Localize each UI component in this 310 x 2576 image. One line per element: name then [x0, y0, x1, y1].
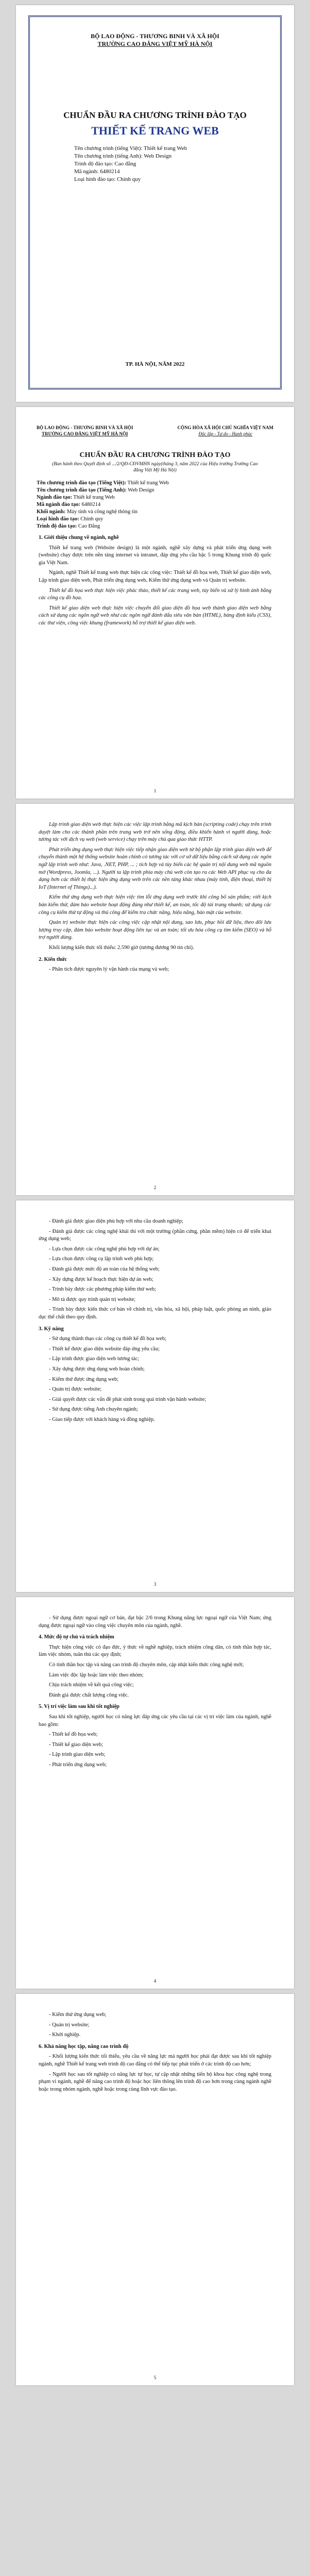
program-info-label: Tên chương trình đào tạo (Tiếng Anh):	[37, 487, 127, 493]
page-content	[16, 1597, 294, 1769]
program-info-label: Mã ngành đào tạo:	[37, 502, 80, 507]
paragraph: - Kiểm thử ứng dụng web;	[49, 2012, 107, 2018]
section-heading: 2. Kiến thức	[39, 956, 67, 962]
paragraph: - Lựa chọn được các công nghệ phù hợp với dự án;	[49, 1246, 160, 1252]
program-info-value: Web Design	[126, 487, 154, 493]
document-page	[16, 1597, 294, 1989]
paragraph: - Phát triển ứng dụng web;	[49, 1761, 107, 1768]
paragraph: - Thiết kế đồ họa web;	[49, 1732, 98, 1738]
section-heading: 5. Vị trí việc làm sau khi tốt nghiệp	[39, 1704, 120, 1710]
cover-title: CHUẨN ĐẦU RA CHƯƠNG TRÌNH ĐÀO TẠO	[63, 110, 247, 120]
paragraph: - Xây dựng được ứng dụng web hoàn chỉnh;	[49, 1366, 145, 1372]
paragraph: Thiết kế đồ họa web thực hiện việc phác thảo, thiết kế các trang web, tùy biến và xử lý hình ảnh bằng các công cụ đồ họa.	[39, 587, 271, 601]
paragraph: Có tinh thần học tập và nâng cao trình độ chuyên môn, cập nhật kiến thức công nghệ mới;	[49, 1662, 244, 1668]
document-page	[16, 804, 294, 1195]
paragraph: - Lập trình giao diện web;	[49, 1752, 106, 1758]
document-subtitle: (Ban hành theo Quyết định số .../2/QĐ-CĐVMHN ngày(tháng 3, năm 2022 của Hiệu trưởng Trường Cao đẳng Việt Mỹ Hà Nội)	[52, 462, 258, 473]
paragraph: - Khởi nghiệp.	[49, 2032, 81, 2038]
program-info-label: Ngành đào tạo:	[37, 495, 72, 500]
page-content	[16, 804, 294, 974]
cover-page	[16, 5, 294, 402]
paragraph: - Quản trị website;	[49, 2022, 90, 2028]
cover-line: Mã ngành: 6480214	[74, 168, 120, 175]
header-right	[178, 425, 273, 437]
paragraph: Chịu trách nhiệm về kết quả công việc;	[49, 1682, 134, 1688]
program-info-line	[37, 523, 273, 530]
cover-info	[74, 145, 280, 183]
paragraph: Lập trình giao diện web thực hiện các việc lập trình bằng mã kịch bản (scripting code) chạy trên trình duyệt làm cho các thành phần trên trang web trở nên sống động, điều khiển hành vi người dùng, hoặc tương tác với dịch vụ web (web service) chạy trên máy chủ qua giao thức HTTP.	[39, 822, 271, 843]
header-country: CỘNG HÒA XÃ HỘI CHỦ NGHĨA VIỆT NAM	[177, 425, 273, 430]
page-number: 5	[153, 2375, 157, 2380]
paragraph: - Sử dụng được tiếng Anh chuyên ngành;	[49, 1406, 138, 1413]
section-heading: 3. Kỹ năng	[39, 1326, 64, 1332]
program-info-line	[37, 516, 273, 523]
section-heading: 4. Mức độ tự chủ và trách nhiệm	[39, 1634, 114, 1640]
paragraph: - Quản trị được website;	[49, 1386, 102, 1393]
cover-line: Tên chương trình (tiếng Anh): Web Design	[74, 153, 172, 159]
program-info-value: Cao Đẳng	[77, 523, 100, 529]
page-number: 1	[153, 788, 157, 793]
page-content	[16, 534, 294, 628]
document-page	[16, 1200, 294, 1592]
header-ministry: BỘ LAO ĐỘNG - THƯƠNG BINH VÀ XÃ HỘI	[37, 425, 133, 430]
section-heading: 6. Khả năng học tập, nâng cao trình độ	[39, 2043, 129, 2049]
school-name: TRƯỜNG CAO ĐẲNG VIỆT MỸ HÀ NỘI	[97, 40, 213, 47]
cover-subtitle: THIẾT KẾ TRANG WEB	[91, 124, 219, 137]
paragraph: Khối lượng kiến thức tối thiểu: 2.590 giờ (tương đương 90 tín chỉ).	[49, 944, 194, 951]
page-content	[16, 1994, 294, 2093]
paragraph: Thiết kế giao diện web thực hiện việc chuyển đổi giao diện đồ họa web thành giao diện web bằng cách sử dụng các ngôn ngữ web như các ngôn ngữ đánh dấu siêu văn bản (HTML), bảng định kiểu (CSS), các thư viện, công việc khung (framework) hỗ trợ thiết kế giao diện web.	[39, 605, 271, 626]
header-school: TRƯỜNG CAO ĐẲNG VIỆT MỸ HÀ NỘI	[42, 431, 128, 436]
ministry-name: BỘ LAO ĐỘNG - THƯƠNG BINH VÀ XÃ HỘI	[91, 32, 219, 40]
paragraph: - Trình bày được kiến thức cơ bản về chính trị, văn hóa, xã hội, pháp luật, quốc phòng an ninh, giáo dục thể chất theo quy định.	[39, 1307, 271, 1320]
paragraph: - Thiết kế giao diện web;	[49, 1741, 104, 1748]
paragraph: - Giải quyết được các vấn đề phát sinh trong quá trình vận hành website;	[49, 1396, 206, 1402]
program-info-value: Thiết kế trang Web	[72, 495, 115, 500]
paragraph: - Giao tiếp được với khách hàng và đồng nghiệp.	[49, 1416, 155, 1422]
paragraph: - Lựa chọn được công cụ lập trình web phù hợp;	[49, 1256, 154, 1262]
program-info-value: Thiết kế trang Web	[126, 480, 169, 486]
header-left	[37, 425, 133, 437]
program-info-label: Khối ngành:	[37, 509, 66, 515]
paragraph: - Trình bày được các phương pháp kiểm thử web;	[49, 1286, 157, 1293]
paragraph: - Kiểm thử được ứng dụng web;	[49, 1376, 119, 1382]
program-info-line	[37, 494, 273, 501]
program-info-value: Chính quy	[79, 516, 104, 522]
program-info-label: Trình độ đào tạo:	[37, 523, 77, 529]
paragraph: Phát triển ứng dụng web thực hiện việc tiếp nhận giao diện web từ bộ phận lập trình giao diện web để chuyển thành một hệ thống website hoàn chỉnh có tương tác với cơ sở dữ liệu bằng cách sử dụng các ngôn ngữ lập trình web như: Java, .NET, PHP, ... ; tích hợp và tùy biến các hệ quản trị nội dung web mã nguồn mở (Wordpress, Joomla, ...). Người ta lập trình phía máy chủ web còn tạo ra các Web API phục vụ cho đa dạng hơn các thiết bị thực hiện ứng dụng web trên các nền tảng khác nhau (máy tính, điện thoại, thiết bị IoT (Internet of Things)...).	[39, 846, 271, 890]
program-info-label: Tên chương trình đào tạo (Tiếng Việt):	[37, 480, 127, 486]
paragraph: Làm việc độc lập hoặc làm việc theo nhóm;	[49, 1672, 144, 1678]
cover-frame	[28, 15, 282, 389]
paragraph: - Sử dụng được ngoại ngữ cơ bản, đạt bậc 2/6 trong Khung năng lực ngoại ngữ của Việt Nam; ứng dụng được ngoại ngữ vào công việc chuyên môn của ngành, nghề.	[39, 1615, 271, 1629]
cover-header	[30, 32, 280, 48]
paragraph: Đánh giá được chất lượng công việc.	[49, 1692, 129, 1698]
paragraph: Quản trị website thực hiện các công việc cập nhật nội dung, sao lưu, phục hồi dữ liệu, theo dõi lưu lượng truy cập, đảm bảo website hoạt động liên tục và an toàn; tối ưu hóa công cụ tìm kiếm (SEO) và hỗ trợ người dùng.	[39, 920, 271, 941]
program-info-value: Máy tính và công nghệ thông tin	[65, 509, 138, 515]
paragraph: - Đánh giá được các công nghệ khái thi với một trường (phần cứng, phần mềm) hiện có để triển khai ứng dụng web;	[39, 1228, 271, 1242]
program-info-line	[37, 487, 273, 494]
page-header	[16, 407, 294, 437]
header-motto: Độc lập - Tự do - Hạnh phúc	[198, 431, 253, 436]
cover-footer: TP. HÀ NỘI, NĂM 2022	[125, 361, 185, 367]
paragraph: Thực hiện công việc có đạo đức, ý thức về nghề nghiệp, trách nhiệm công dân, có tinh thần hợp tác, làm việc nhóm, tuân thủ các quy định;	[39, 1644, 271, 1658]
page-number: 2	[153, 1185, 157, 1190]
page-number: 3	[153, 1582, 157, 1587]
cover-line: Trình độ đào tạo: Cao đẳng	[74, 161, 136, 167]
program-info	[37, 480, 273, 530]
document-page	[16, 1994, 294, 2385]
program-info-line	[37, 509, 273, 516]
page-number: 4	[153, 1978, 157, 1984]
paragraph: - Xây dựng được kế hoạch thực hiện dự án web;	[49, 1276, 153, 1282]
paragraph: - Đánh giá được mức độ an toàn của hệ thống web;	[49, 1266, 160, 1272]
paragraph: - Phân tích được nguyên lý vận hành của mạng và web;	[49, 967, 169, 973]
program-info-value: 6480214	[80, 502, 101, 507]
paragraph: - Người học sau tốt nghiệp có năng lực tự học, tự cập nhật những tiến bộ khoa học công nghệ trong phạm vi ngành, nghề để nâng cao trình độ hoặc học liên thông lên trình độ cao hơn trong cùng ngành nghề hoặc trong nhóm ngành, nghề hoặc trong cùng lĩnh vực đào tạo.	[39, 2071, 271, 2092]
paragraph: - Thiết kế được giao diện website đáp ứng yêu cầu;	[49, 1346, 160, 1352]
paragraph: Kiểm thử ứng dụng web thực hiện việc tìm lỗi ứng dụng web trước khi công bố sản phẩm; viết kịch bản kiểm thử, đảm bảo website hoạt động đúng như thiết kế, an toàn, tốc độ tải trang nhanh; sử dụng các công cụ kiểm thử tự động và thủ công để kiểm tra chức năng, hiệu năng, bảo mật của website.	[39, 894, 271, 916]
program-info-label: Loại hình đào tạo:	[37, 516, 79, 522]
program-info-line	[37, 480, 273, 487]
cover-line: Tên chương trình (tiếng Việt): Thiết kế trang Web	[74, 145, 187, 151]
section-heading: 1. Giới thiệu chung về ngành, nghề	[39, 535, 119, 540]
paragraph: Thiết kế trang web (Website design) là một ngành, nghề xây dựng và phát triển ứng dụng web (website) chạy được trên nền tảng internet và intranet, đáp ứng yêu cầu bậc 5 trong Khung trình độ quốc gia Việt Nam.	[39, 545, 271, 566]
paragraph: - Sử dụng thành thạo các công cụ thiết kế đồ họa web;	[49, 1336, 166, 1342]
document-title: CHUẨN ĐẦU RA CHƯƠNG TRÌNH ĐÀO TẠO	[79, 451, 231, 459]
paragraph: - Mô tả được quy trình quản trị website;	[49, 1296, 136, 1302]
paragraph: - Đánh giá được giao diện phù hợp với nhu cầu doanh nghiệp;	[49, 1218, 183, 1224]
document-page	[16, 407, 294, 799]
paragraph: Ngành, nghề Thiết kế trang web thực hiện các công việc: Thiết kế đồ họa web, Thiết kế giao diện web, Lập trình giao diện web, Phát triển ứng dụng web, Kiểm thử ứng dụng web và Quản trị website.	[39, 570, 271, 583]
paragraph: - Lập trình được giao diện web tương tác;	[49, 1356, 140, 1362]
page-content	[16, 1200, 294, 1423]
cover-line: Loại hình đào tạo: Chính quy	[74, 176, 141, 182]
paragraph: - Khối lượng kiến thức tối thiểu, yêu cầu về năng lực mà người học phải đạt được sau khi tốt nghiệp ngành, nghề Thiết kế trang web trình độ cao đẳng có thể tiếp tục phát triển ở các trình độ cao hơn;	[39, 2054, 271, 2067]
program-info-line	[37, 501, 273, 509]
paragraph: Sau khi tốt nghiệp, người học có năng lực đáp ứng các yêu cầu tại các vị trí việc làm của ngành, nghề bao gồm:	[39, 1714, 271, 1727]
